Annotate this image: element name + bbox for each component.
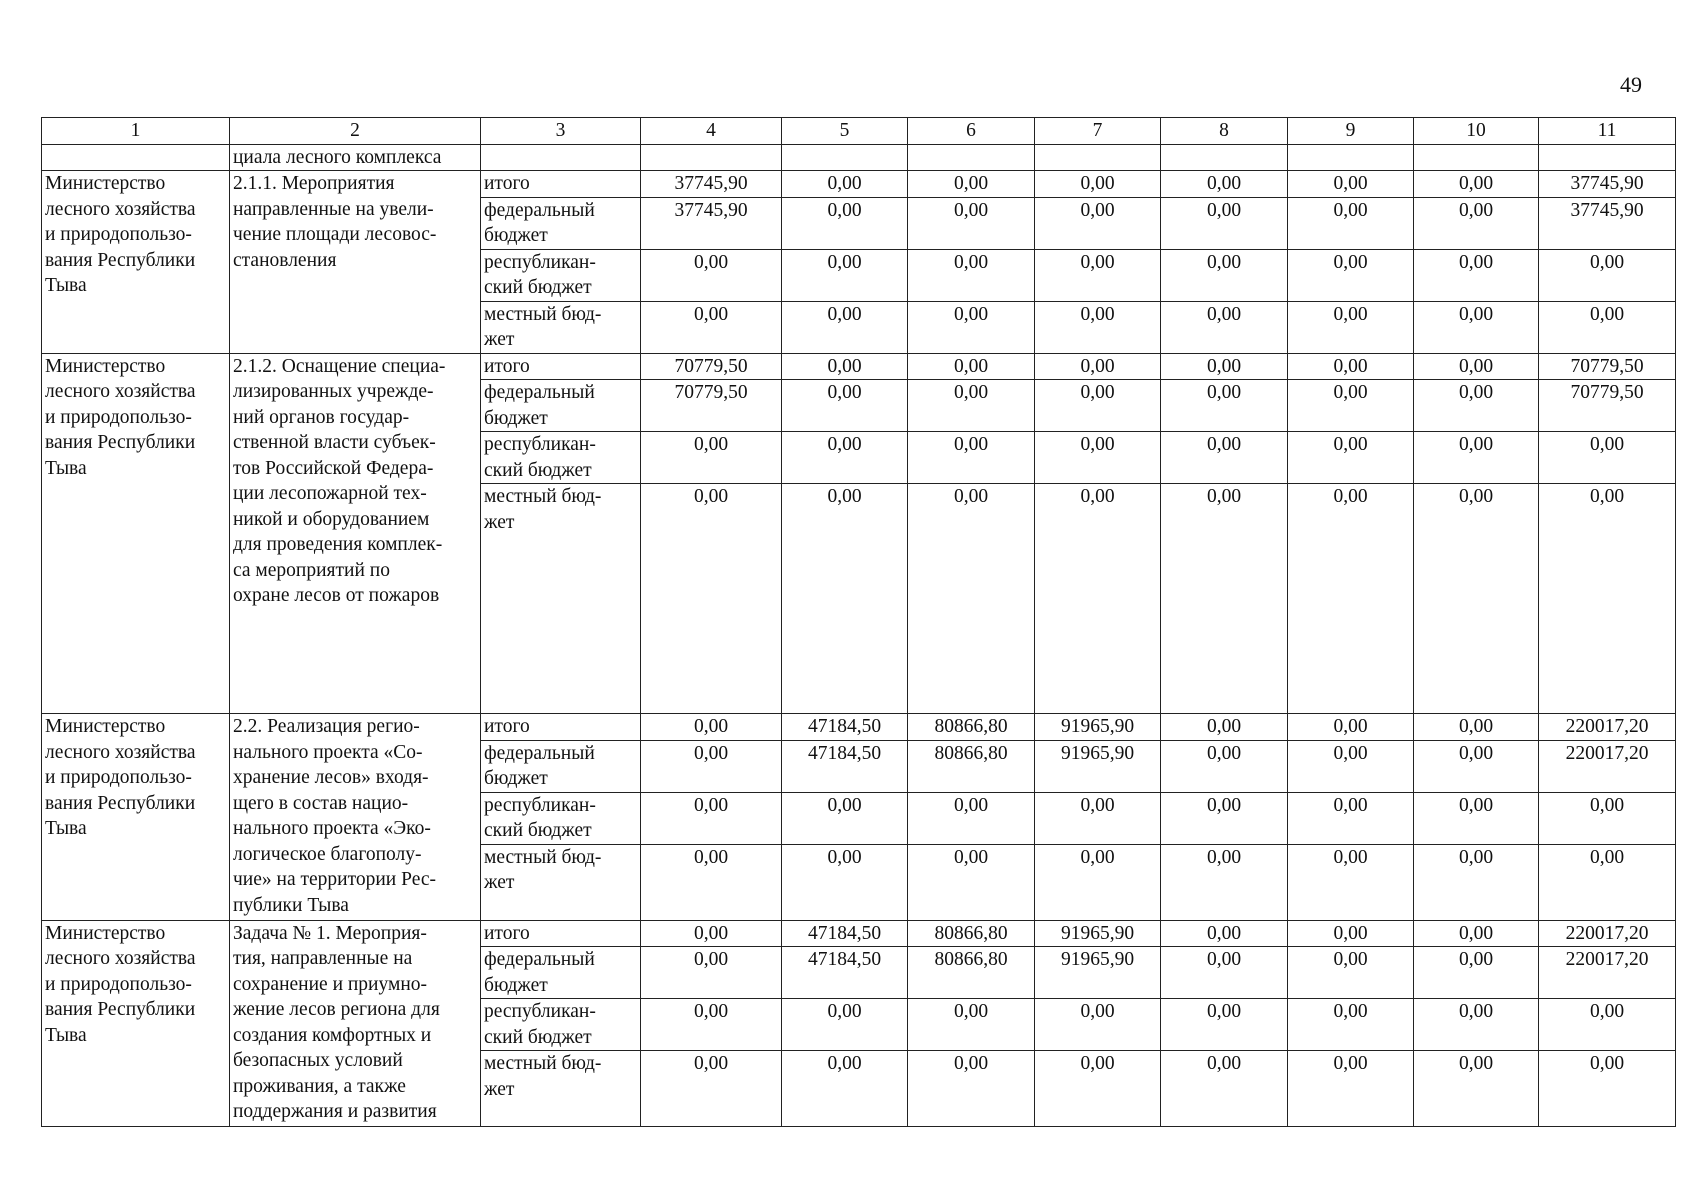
amount-cell: 70779,50 (641, 353, 782, 380)
column-number: 6 (908, 118, 1035, 145)
empty-cell (42, 144, 230, 171)
amount-cell: 0,00 (782, 249, 908, 301)
amount-cell: 80866,80 (908, 920, 1035, 947)
amount-cell: 0,00 (1288, 947, 1414, 999)
amount-cell: 0,00 (908, 249, 1035, 301)
amount-cell: 91965,90 (1035, 920, 1161, 947)
empty-cell (908, 144, 1035, 171)
table-row (42, 171, 1676, 198)
amount-cell: 0,00 (1414, 920, 1539, 947)
amount-cell: 0,00 (1035, 353, 1161, 380)
amount-cell: 0,00 (782, 484, 908, 714)
amount-cell: 0,00 (641, 484, 782, 714)
column-number: 4 (641, 118, 782, 145)
empty-cell (782, 144, 908, 171)
amount-cell: 47184,50 (782, 920, 908, 947)
executor-cell: Министерство лесного хозяйства и природопользо- вания Республики Тыва (42, 920, 230, 1127)
amount-cell: 0,00 (641, 844, 782, 920)
amount-cell: 0,00 (1161, 844, 1288, 920)
amount-cell: 0,00 (1414, 999, 1539, 1051)
amount-cell: 0,00 (1161, 1051, 1288, 1127)
empty-cell (1414, 144, 1539, 171)
funding-source-cell: республикан- ский бюджет (481, 999, 641, 1051)
funding-source-cell: федеральный бюджет (481, 197, 641, 249)
page-number: 49 (1620, 72, 1642, 97)
funding-source-cell: местный бюд- жет (481, 844, 641, 920)
amount-cell: 0,00 (1539, 432, 1676, 484)
amount-cell: 0,00 (1414, 249, 1539, 301)
amount-cell: 0,00 (1161, 249, 1288, 301)
column-number: 10 (1414, 118, 1539, 145)
amount-cell: 37745,90 (641, 171, 782, 198)
amount-cell: 0,00 (908, 1051, 1035, 1127)
amount-cell: 0,00 (908, 999, 1035, 1051)
amount-cell: 47184,50 (782, 947, 908, 999)
measure-cell: 2.2. Реализация регио- нального проекта «Со- хранение лесов» входя- щего в состав нацио- нального проекта «Эко- логическое благополу- чие» на территории Рес- публики Тыва (230, 714, 481, 921)
amount-cell: 0,00 (782, 353, 908, 380)
amount-cell: 0,00 (1161, 792, 1288, 844)
amount-cell: 0,00 (1288, 249, 1414, 301)
amount-cell: 0,00 (1288, 171, 1414, 198)
column-number: 1 (42, 118, 230, 145)
amount-cell: 0,00 (1035, 197, 1161, 249)
amount-cell: 47184,50 (782, 714, 908, 741)
column-number: 3 (481, 118, 641, 145)
amount-cell: 0,00 (908, 792, 1035, 844)
amount-cell: 220017,20 (1539, 740, 1676, 792)
executor-cell: Министерство лесного хозяйства и природопользо- вания Республики Тыва (42, 171, 230, 354)
amount-cell: 0,00 (1288, 353, 1414, 380)
table-row (42, 920, 1676, 947)
funding-source-cell: итого (481, 171, 641, 198)
funding-source-cell: республикан- ский бюджет (481, 432, 641, 484)
amount-cell: 0,00 (641, 792, 782, 844)
measure-cell: 2.1.1. Мероприятия направленные на увели- чение площади лесовос- становления (230, 171, 481, 354)
amount-cell: 0,00 (1539, 999, 1676, 1051)
amount-cell: 0,00 (908, 380, 1035, 432)
measure-continuation: циала лесного комплекса (230, 144, 481, 171)
amount-cell: 0,00 (1288, 740, 1414, 792)
funding-source-cell: федеральный бюджет (481, 380, 641, 432)
amount-cell: 0,00 (1414, 484, 1539, 714)
amount-cell: 0,00 (1288, 999, 1414, 1051)
column-number: 11 (1539, 118, 1676, 145)
amount-cell: 0,00 (1035, 484, 1161, 714)
amount-cell: 0,00 (782, 197, 908, 249)
amount-cell: 0,00 (1288, 714, 1414, 741)
amount-cell: 0,00 (1161, 432, 1288, 484)
amount-cell: 0,00 (1414, 353, 1539, 380)
amount-cell: 0,00 (1161, 714, 1288, 741)
amount-cell: 0,00 (1414, 432, 1539, 484)
amount-cell: 0,00 (782, 844, 908, 920)
amount-cell: 0,00 (908, 301, 1035, 353)
amount-cell: 0,00 (1161, 301, 1288, 353)
amount-cell: 80866,80 (908, 740, 1035, 792)
amount-cell: 0,00 (1414, 714, 1539, 741)
amount-cell: 70779,50 (641, 380, 782, 432)
measure-cell: Задача № 1. Мероприя- тия, направленные на сохранение и приумно- жение лесов региона для создания комфортных и безопасных условий проживания, а также поддержания и развития (230, 920, 481, 1127)
amount-cell: 0,00 (641, 714, 782, 741)
amount-cell: 0,00 (641, 432, 782, 484)
measure-cell: 2.1.2. Оснащение специа- лизированных учрежде- ний органов государ- ственной власти субъек- тов Российской Федера- ции лесопожарной тех- никой и оборудованием для проведения комплек- са мероприятий по охране лесов от пожаров (230, 353, 481, 714)
amount-cell: 47184,50 (782, 740, 908, 792)
funding-source-cell: итого (481, 714, 641, 741)
amount-cell: 37745,90 (641, 197, 782, 249)
amount-cell: 80866,80 (908, 947, 1035, 999)
amount-cell: 0,00 (782, 792, 908, 844)
amount-cell: 37745,90 (1539, 171, 1676, 198)
amount-cell: 0,00 (1288, 920, 1414, 947)
column-number: 2 (230, 118, 481, 145)
empty-cell (481, 144, 641, 171)
amount-cell: 220017,20 (1539, 947, 1676, 999)
amount-cell: 0,00 (782, 999, 908, 1051)
amount-cell: 0,00 (1035, 301, 1161, 353)
amount-cell: 0,00 (641, 920, 782, 947)
empty-cell (641, 144, 782, 171)
amount-cell: 0,00 (1161, 484, 1288, 714)
amount-cell: 0,00 (1288, 301, 1414, 353)
amount-cell: 0,00 (1414, 844, 1539, 920)
amount-cell: 0,00 (1035, 171, 1161, 198)
amount-cell: 0,00 (1539, 249, 1676, 301)
funding-source-cell: республикан- ский бюджет (481, 792, 641, 844)
amount-cell: 0,00 (1161, 171, 1288, 198)
amount-cell: 0,00 (1539, 484, 1676, 714)
amount-cell: 0,00 (1414, 947, 1539, 999)
amount-cell: 0,00 (1161, 740, 1288, 792)
amount-cell: 0,00 (908, 432, 1035, 484)
column-number: 8 (1161, 118, 1288, 145)
amount-cell: 0,00 (1161, 999, 1288, 1051)
amount-cell: 0,00 (1035, 380, 1161, 432)
amount-cell: 37745,90 (1539, 197, 1676, 249)
empty-cell (1161, 144, 1288, 171)
amount-cell: 0,00 (641, 1051, 782, 1127)
amount-cell: 0,00 (1414, 171, 1539, 198)
amount-cell: 0,00 (1288, 844, 1414, 920)
amount-cell: 0,00 (1035, 432, 1161, 484)
amount-cell: 0,00 (641, 740, 782, 792)
amount-cell: 0,00 (1161, 197, 1288, 249)
amount-cell: 0,00 (1414, 740, 1539, 792)
funding-source-cell: республикан- ский бюджет (481, 249, 641, 301)
funding-source-cell: итого (481, 353, 641, 380)
column-number: 7 (1035, 118, 1161, 145)
empty-cell (1539, 144, 1676, 171)
amount-cell: 80866,80 (908, 714, 1035, 741)
amount-cell: 0,00 (1161, 380, 1288, 432)
amount-cell: 0,00 (908, 197, 1035, 249)
table-row (42, 714, 1676, 741)
amount-cell: 220017,20 (1539, 920, 1676, 947)
amount-cell: 91965,90 (1035, 947, 1161, 999)
funding-table (41, 117, 1676, 1127)
funding-source-cell: местный бюд- жет (481, 301, 641, 353)
amount-cell: 0,00 (782, 432, 908, 484)
amount-cell: 0,00 (1161, 947, 1288, 999)
amount-cell: 0,00 (908, 171, 1035, 198)
empty-cell (1288, 144, 1414, 171)
amount-cell: 70779,50 (1539, 380, 1676, 432)
amount-cell: 0,00 (641, 947, 782, 999)
amount-cell: 0,00 (641, 301, 782, 353)
amount-cell: 91965,90 (1035, 714, 1161, 741)
executor-cell: Министерство лесного хозяйства и природопользо- вания Республики Тыва (42, 714, 230, 921)
amount-cell: 0,00 (782, 380, 908, 432)
amount-cell: 0,00 (1288, 1051, 1414, 1127)
amount-cell: 70779,50 (1539, 353, 1676, 380)
funding-source-cell: местный бюд- жет (481, 484, 641, 714)
amount-cell: 0,00 (641, 249, 782, 301)
amount-cell: 0,00 (1035, 844, 1161, 920)
column-number: 9 (1288, 118, 1414, 145)
amount-cell: 0,00 (1288, 380, 1414, 432)
amount-cell: 0,00 (1035, 999, 1161, 1051)
funding-source-cell: федеральный бюджет (481, 947, 641, 999)
amount-cell: 0,00 (1539, 844, 1676, 920)
amount-cell: 0,00 (1288, 432, 1414, 484)
amount-cell: 0,00 (1035, 1051, 1161, 1127)
amount-cell: 0,00 (1035, 249, 1161, 301)
amount-cell: 0,00 (908, 484, 1035, 714)
amount-cell: 0,00 (1539, 792, 1676, 844)
table-row (42, 353, 1676, 380)
amount-cell: 0,00 (1161, 920, 1288, 947)
amount-cell: 0,00 (1288, 197, 1414, 249)
table-body (42, 118, 1676, 1127)
amount-cell: 0,00 (1539, 301, 1676, 353)
column-number-row (42, 118, 1676, 145)
amount-cell: 0,00 (1414, 380, 1539, 432)
funding-source-cell: местный бюд- жет (481, 1051, 641, 1127)
amount-cell: 0,00 (782, 301, 908, 353)
amount-cell: 0,00 (1414, 301, 1539, 353)
amount-cell: 91965,90 (1035, 740, 1161, 792)
amount-cell: 0,00 (1414, 1051, 1539, 1127)
executor-cell: Министерство лесного хозяйства и природопользо- вания Республики Тыва (42, 353, 230, 714)
amount-cell: 0,00 (782, 1051, 908, 1127)
amount-cell: 0,00 (1414, 197, 1539, 249)
column-number: 5 (782, 118, 908, 145)
amount-cell: 0,00 (1288, 484, 1414, 714)
amount-cell: 0,00 (782, 171, 908, 198)
amount-cell: 0,00 (1539, 1051, 1676, 1127)
funding-source-cell: итого (481, 920, 641, 947)
amount-cell: 0,00 (641, 999, 782, 1051)
amount-cell: 0,00 (1035, 792, 1161, 844)
amount-cell: 0,00 (908, 353, 1035, 380)
amount-cell: 220017,20 (1539, 714, 1676, 741)
amount-cell: 0,00 (908, 844, 1035, 920)
empty-cell (1035, 144, 1161, 171)
amount-cell: 0,00 (1161, 353, 1288, 380)
amount-cell: 0,00 (1288, 792, 1414, 844)
continuation-row (42, 144, 1676, 171)
funding-source-cell: федеральный бюджет (481, 740, 641, 792)
amount-cell: 0,00 (1414, 792, 1539, 844)
